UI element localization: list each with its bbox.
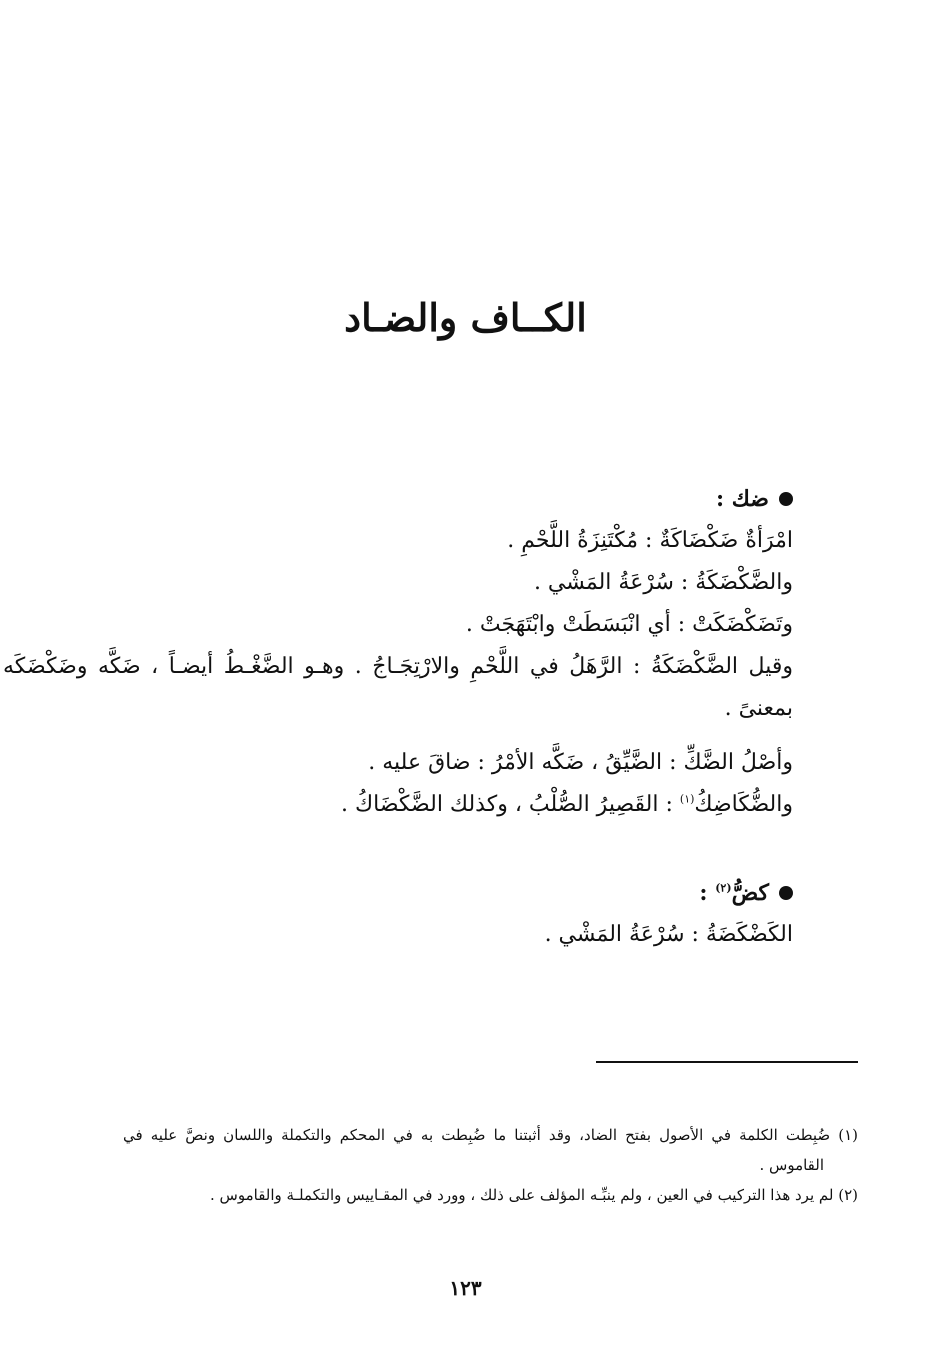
entry-root-suffix: : xyxy=(699,880,716,906)
entry-dak xyxy=(3,478,793,826)
entry-line: امْرَأةٌ ضَكْضَاكَةٌ : مُكْتَنِزَةُ اللَّحْمِ . xyxy=(507,528,793,553)
bullet-icon xyxy=(779,492,793,506)
footnote-1: (١) ضُبِطت الكلمة في الأصول بفتح الضاد، وقد أثبتنا ما ضُبِطت به في المحكم والتكملة واللسان ونصَّ عليه في القاموس . xyxy=(123,1126,858,1174)
page-title: الكــاف والضـاد xyxy=(344,295,587,340)
page-number: ١٢٣ xyxy=(449,1276,482,1300)
entry-line: وأصْلُ الضَّكِّ : الضَّيِّقُ ، ضَكَّه الأمْرُ : ضاقَ عليه . xyxy=(368,750,793,775)
footnote-divider xyxy=(596,1061,858,1063)
entry-line: وتَضَكْضَكَتْ : أي انْبَسَطَتْ وابْتَهَجَتْ . xyxy=(465,612,793,637)
entry-root: كضُّ xyxy=(731,880,769,906)
entry-line xyxy=(73,784,793,826)
footnote-ref: (٢) xyxy=(715,881,732,895)
bullet-icon xyxy=(779,886,793,900)
entry-line: وقيل الضَّكْضَكَةُ : الرَّهَلُ في اللَّحْمِ والارْتِجَـاجُ . وهـو الضَّغْـطُ أيضـاً ، ضَكَّه وضَكْضَكَه بمعنىً . xyxy=(3,654,793,721)
footnote-ref: (١) xyxy=(679,792,695,806)
paragraph-gap xyxy=(73,730,793,742)
entry-line: والضَّكْضَكَةُ : سُرْعَةُ المَشْي . xyxy=(533,570,793,595)
entry-word: والضُّكَاضِكُ xyxy=(694,792,793,817)
footnotes xyxy=(123,1120,858,1210)
entry-head xyxy=(73,478,793,520)
entry-kad xyxy=(73,872,793,956)
entry-definition: : القَصِيرُ الصُّلْبُ ، وكذلك الضَّكْضَاكُ . xyxy=(341,792,680,817)
entry-line: الكَضْكَضَةُ : سُرْعَةُ المَشْي . xyxy=(544,922,793,947)
entry-head xyxy=(73,872,793,914)
entry-root: ضك : xyxy=(715,486,769,512)
entry-root-wrap xyxy=(699,872,769,914)
footnote-2: (٢) لم يرد هذا التركيب في العين ، ولم ينبِّـه المؤلف على ذلك ، وورد في المقـاييس والتكملـة والقاموس . xyxy=(210,1186,858,1204)
